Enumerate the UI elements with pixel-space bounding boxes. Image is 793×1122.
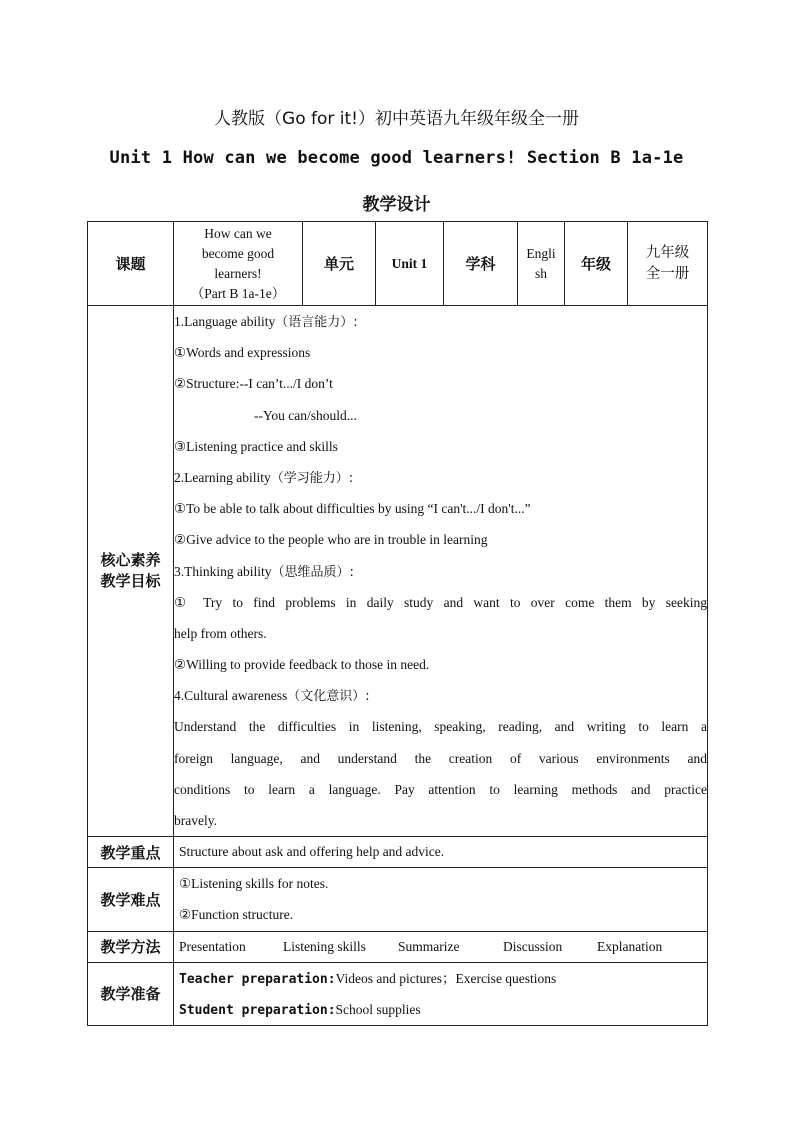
objective-paragraph-line: bravely. [174,813,217,828]
section-language-ability: 1.Language ability（语言能力）: [174,314,358,330]
lesson-plan-table [87,221,708,1026]
objectives-label [88,306,174,837]
objectives-row [88,306,708,837]
difficulty-item: ②Function structure. [179,907,294,923]
difficulties-label: 教学难点 [88,868,174,931]
key-points-label: 教学重点 [88,837,174,868]
objective-item: ①Words and expressions [174,345,311,361]
teacher-preparation: Teacher preparation:Videos and pictures；Exercise questions [179,970,557,987]
method-item: Summarize [398,938,460,954]
method-item: Discussion [503,938,563,954]
objective-paragraph-line: Understand the difficulties in listening, speaking, reading, and writing to learn a [174,719,707,735]
objective-item: ②Structure:--I can’t.../I don’t [174,376,333,392]
objective-paragraph-line: foreign language, and understand the creation of various environments and [174,750,707,766]
objectives-content [174,306,708,837]
section-cultural-awareness: 4.Cultural awareness（文化意识）: [174,688,370,705]
topic-line: （Part B 1a-1e） [190,285,286,301]
lesson-subtitle: Unit 1 How can we become good learners! Section B 1a-1e [109,148,684,168]
preparation-label: 教学准备 [88,962,174,1025]
method-item: Listening skills [283,938,366,954]
unit-label: 单元 [303,222,376,306]
objective-item: ②Give advice to the people who are in trouble in learning [174,532,488,548]
topic-line: learners! [214,265,262,281]
subject-label: 学科 [444,222,518,306]
difficulties-row [88,868,708,931]
subject-line: Engli [526,245,556,261]
objective-item: ③Listening practice and skills [174,438,338,454]
document-title: 人教版（Go for it!）初中英语九年级年级全一册 [214,109,579,129]
subject-line: sh [534,265,547,281]
topic-value [174,222,303,306]
section-learning-ability: 2.Learning ability（学习能力）: [174,469,354,486]
topic-line: How can we [204,225,272,241]
design-heading: 教学设计 [362,195,431,215]
methods-content [174,931,708,962]
topic-line: become good [201,245,275,261]
grade-value [628,222,708,306]
objective-item: ①To be able to talk about difficulties by using “I can't.../I don't...” [174,501,531,517]
subject-value [518,222,565,306]
objective-item: ① Try to find problems in daily study and want to over come them by seeking [174,594,707,610]
section-thinking-ability: 3.Thinking ability（思维品质）: [174,563,354,580]
method-item: Presentation [179,938,246,954]
objective-item: help from others. [174,625,267,641]
objective-item: ②Willing to provide feedback to those in need. [174,657,430,673]
key-points-row [88,837,708,868]
grade-label: 年级 [565,222,628,306]
topic-label: 课题 [88,222,174,306]
header-row [88,222,708,306]
key-points-text: Structure about ask and offering help and advice. [174,837,708,868]
objectives-label-line: 核心素养 [100,551,161,570]
objectives-label-line: 教学目标 [100,572,161,591]
student-preparation: Student preparation:School supplies [179,1001,421,1018]
unit-value: Unit 1 [376,222,444,306]
preparation-content [174,962,708,1025]
methods-row [88,931,708,962]
objective-paragraph-line: conditions to learn a language. Pay attention to learning methods and practice [174,781,707,797]
methods-label: 教学方法 [88,931,174,962]
objective-item: --You can/should... [254,407,357,423]
grade-line: 九年级 [645,244,690,261]
preparation-row [88,962,708,1025]
method-item: Explanation [597,938,663,954]
difficulty-item: ①Listening skills for notes. [179,876,329,892]
grade-line: 全一册 [645,265,690,282]
difficulties-content [174,868,708,931]
